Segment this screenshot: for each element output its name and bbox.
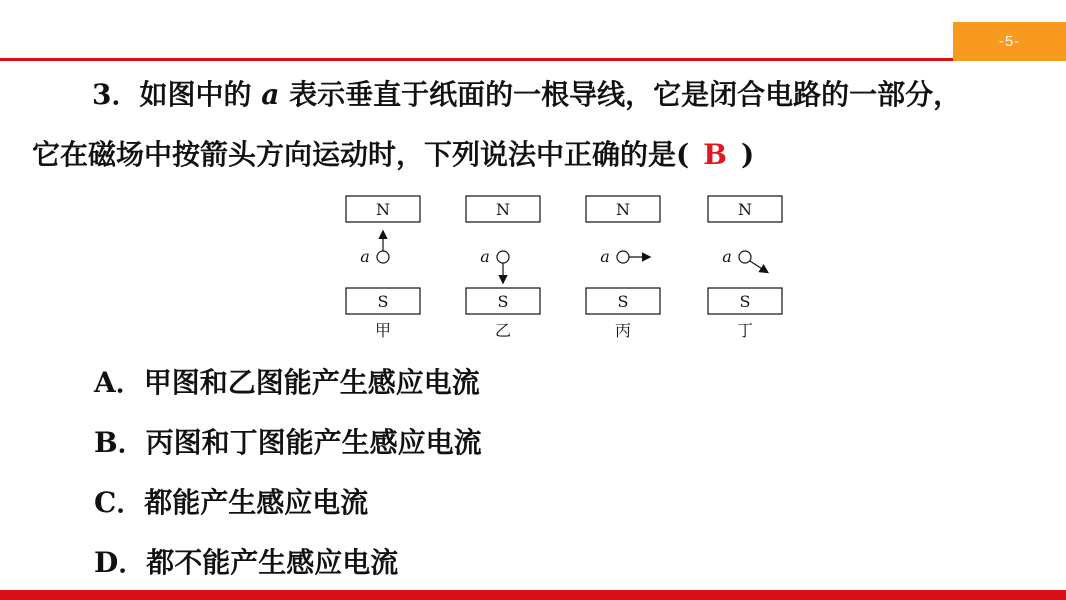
- panel-caption: 乙: [494, 321, 512, 340]
- magnet-figure: [330, 190, 810, 350]
- north-pole-label: N: [616, 200, 630, 219]
- wire-circle: [617, 251, 629, 263]
- wire-a-label: a: [600, 247, 610, 266]
- wire-a-label: a: [360, 247, 370, 266]
- option-c-letter: C: [94, 486, 117, 519]
- option-c[interactable]: [94, 486, 368, 520]
- option-b-letter: B: [94, 426, 118, 459]
- option-a-letter: A: [94, 366, 116, 399]
- question-line-1: [92, 78, 961, 112]
- question-number: 3: [92, 78, 112, 111]
- wire-label: a: [261, 78, 280, 111]
- wire-a-label: a: [480, 247, 490, 266]
- page-number-badge: -5-: [953, 22, 1066, 61]
- south-pole-label: S: [377, 292, 389, 311]
- option-c-text: ．都能产生感应电流: [116, 486, 369, 519]
- option-b-text: ．丙图和丁图能产生感应电流: [117, 426, 482, 459]
- wire-circle: [497, 251, 509, 263]
- option-d[interactable]: [94, 546, 398, 580]
- panel-caption: 丁: [736, 321, 754, 340]
- motion-arrow: [750, 261, 767, 272]
- option-d-letter: D: [94, 546, 119, 579]
- question-text-1a: ．如图中的: [111, 78, 262, 111]
- question-text-2b: ): [740, 138, 755, 171]
- south-pole-label: S: [617, 292, 629, 311]
- question-text-2a: 它在磁场中按箭头方向运动时，下列说法中正确的是(: [32, 138, 690, 171]
- option-d-text: ．都不能产生感应电流: [118, 546, 399, 579]
- wire-a-label: a: [722, 247, 732, 266]
- header-rule: [0, 58, 1066, 61]
- question-text-1b: 表示垂直于纸面的一根导线，它是闭合电路的一部分，: [279, 78, 962, 111]
- north-pole-label: N: [738, 200, 752, 219]
- south-pole-label: S: [497, 292, 509, 311]
- wire-circle: [739, 251, 751, 263]
- north-pole-label: N: [376, 200, 390, 219]
- footer-rule: [0, 590, 1066, 600]
- wire-circle: [377, 251, 389, 263]
- answer-text: B: [703, 138, 727, 171]
- option-a[interactable]: [94, 366, 480, 400]
- south-pole-label: S: [739, 292, 751, 311]
- panel-caption: 丙: [614, 321, 632, 340]
- option-b[interactable]: [94, 426, 482, 460]
- option-a-text: ．甲图和乙图能产生感应电流: [115, 366, 480, 399]
- north-pole-label: N: [496, 200, 510, 219]
- panel-caption: 甲: [374, 321, 392, 340]
- question-line-2: [32, 138, 754, 172]
